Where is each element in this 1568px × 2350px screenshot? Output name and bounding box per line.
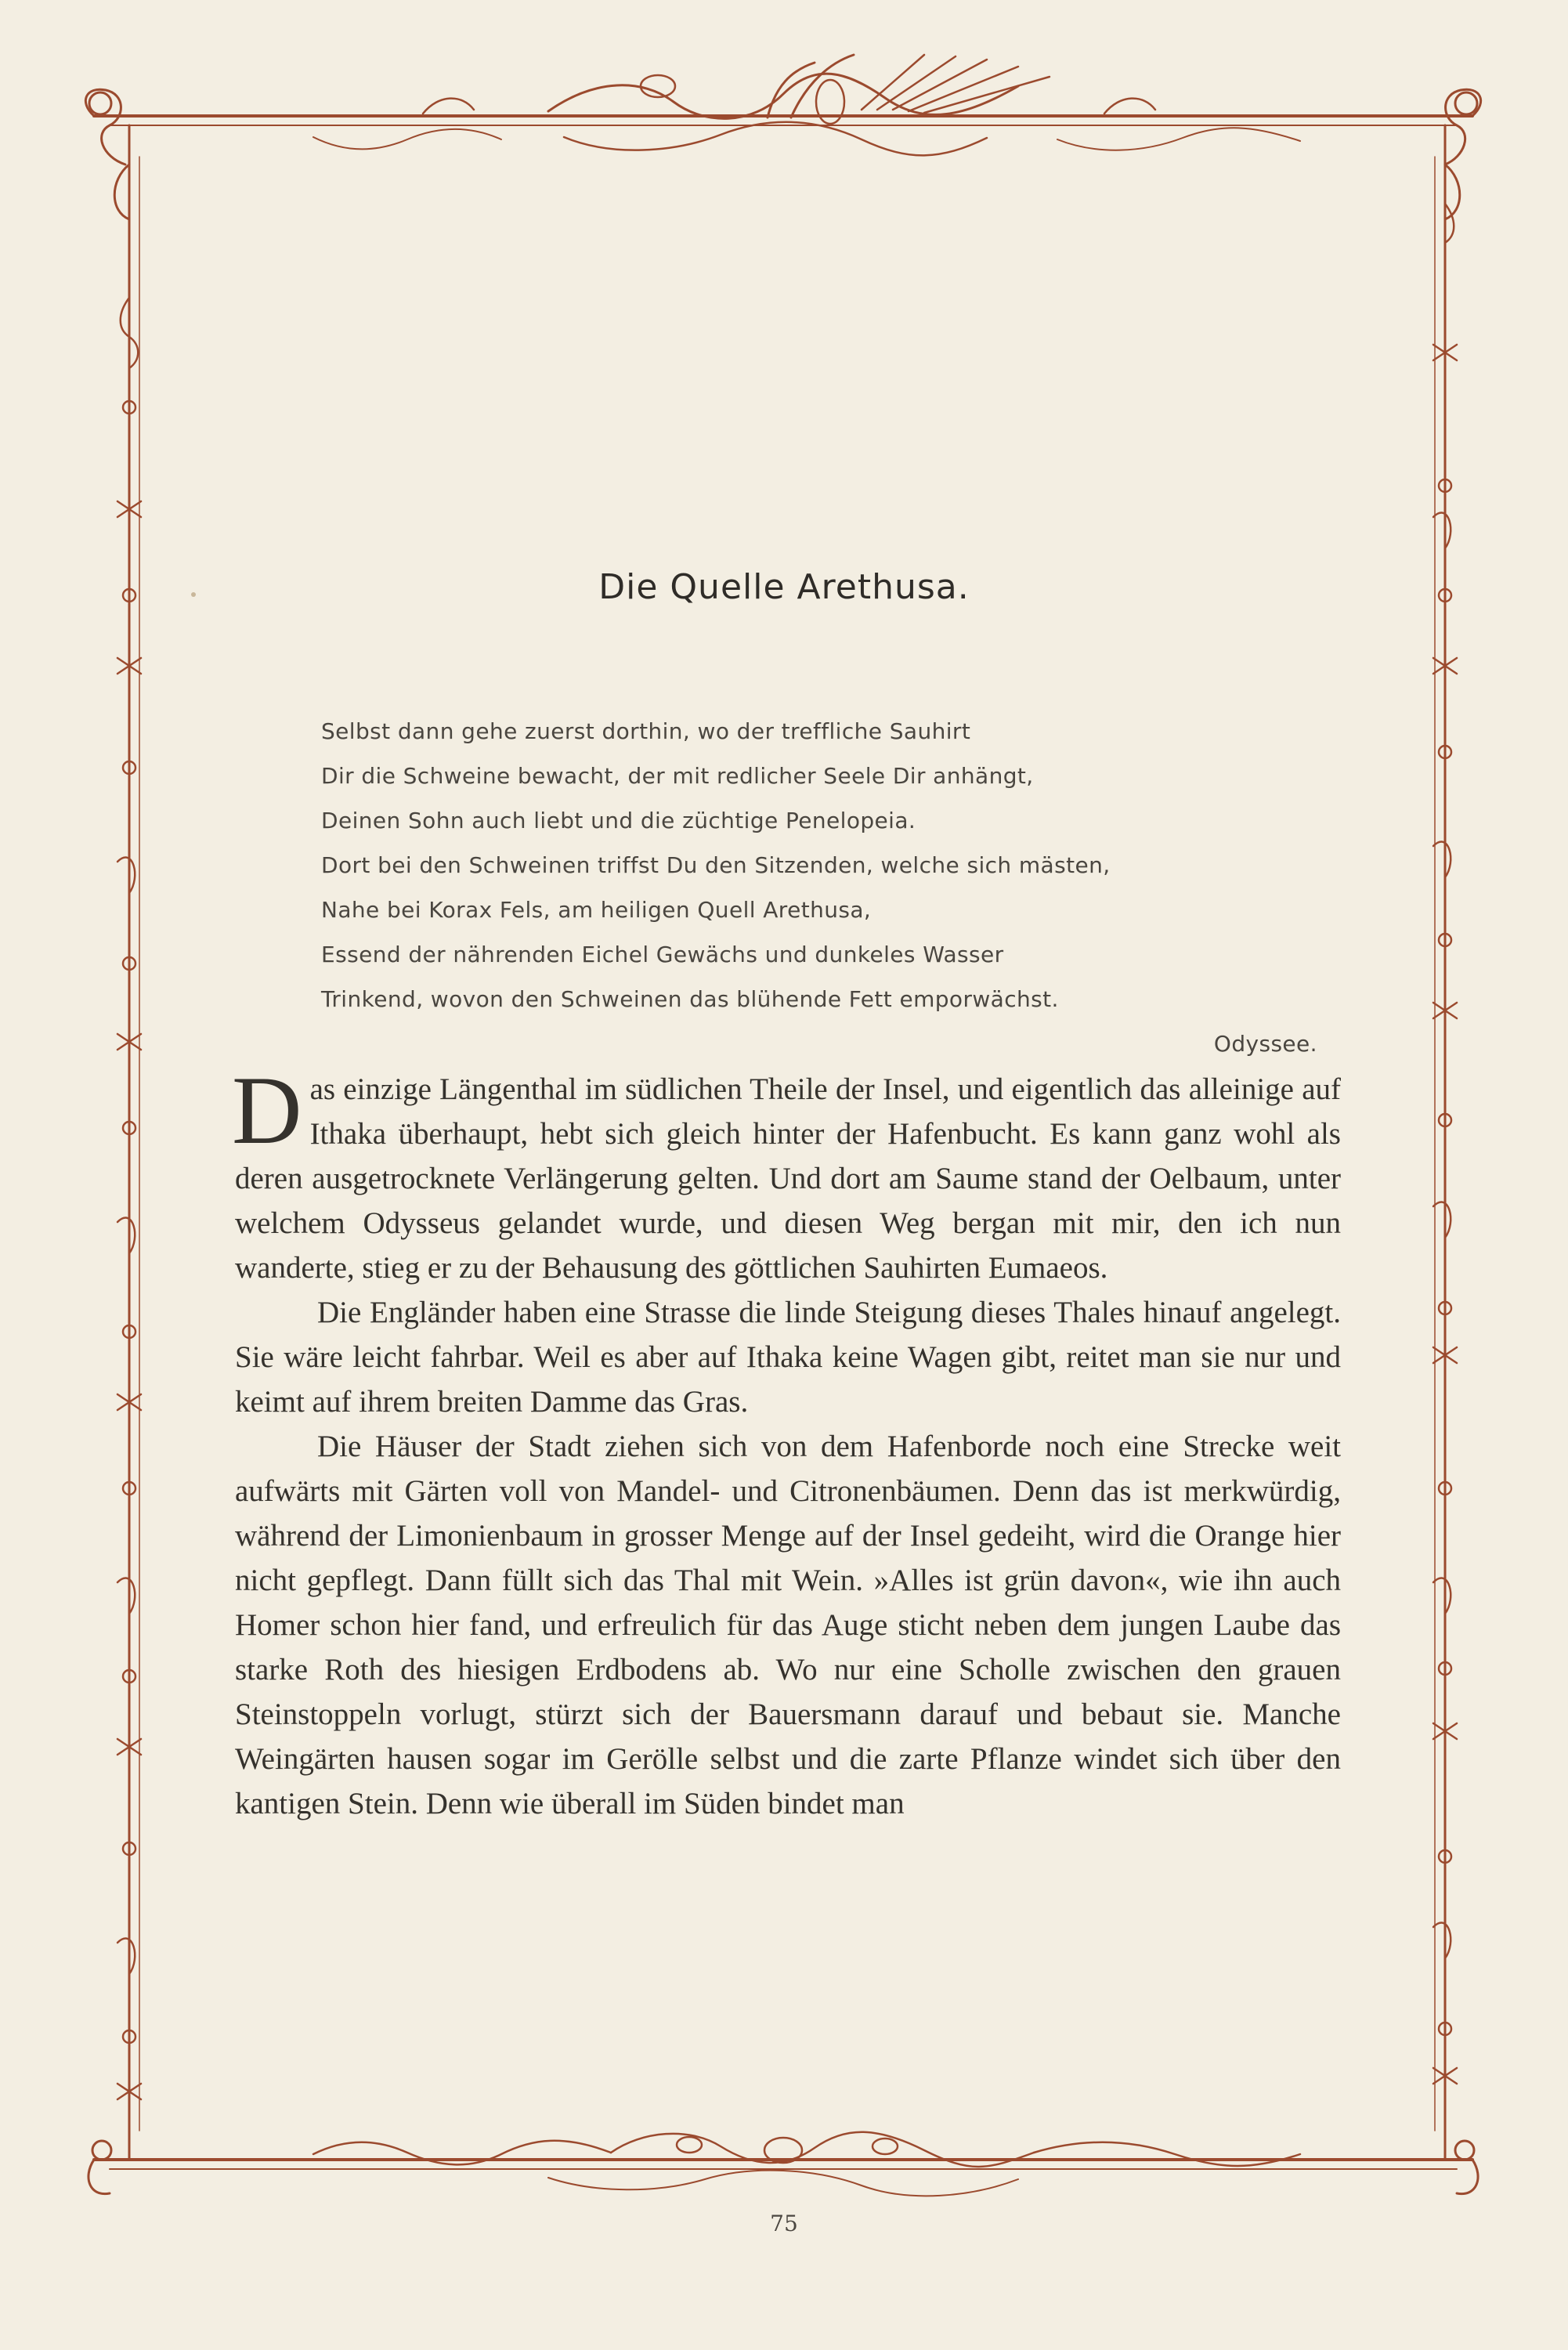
motto-quote (321, 709, 1324, 1066)
body-text (232, 1057, 1341, 1826)
motto-line: Dort bei den Schweinen triffst Du den Sitzenden, welche sich mästen, (321, 852, 1111, 878)
motto-line: Deinen Sohn auch liebt und die züchtige Penelopeia. (321, 808, 916, 833)
motto-line: Dir die Schweine bewacht, der mit redlicher Seele Dir anhängt, (321, 763, 1034, 789)
motto-line: Trinkend, wovon den Schweinen das blühende Fett emporwächst. (321, 986, 1059, 1012)
paragraph: Die Häuser der Stadt ziehen sich von dem Hafenborde noch eine Strecke weit aufwärts mit Gärten voll von Mandel- und Citronenbäumen. Denn das ist merkwürdig, während der Limonienbaum in grosser Menge auf der Insel gedeiht, wird die Orange hier nicht gepflegt. Dann füllt sich das Thal mit Wein. »Alles ist grün davon«, wie ihn auch Homer schon hier fand, und erfreulich für das Auge sticht neben dem jungen Laube das starke Roth des hiesigen Erdbodens ab. Wo nur eine Scholle zwischen den grauen Steinstoppeln vorlugt, stürzt sich der Bauersmann darauf und bebaut sie. Manche Weingärten hausen sogar im Gerölle selbst und die zarte Pflanze windet sich über den kantigen Stein. Denn wie überall im Süden bindet man (235, 1430, 1341, 1820)
motto-line: Nahe bei Korax Fels, am heiligen Quell Arethusa, (321, 897, 872, 923)
chapter-title: Die Quelle Arethusa. (598, 567, 970, 607)
motto-source: Odyssee. (1213, 1031, 1317, 1057)
paragraph-text: as einzige Längenthal im südlichen Theile der Insel, und eigentlich das alleinige auf Ithaka überhaupt, hebt sich gleich hinter der Hafenbucht. Es kann ganz wohl als deren ausgetrocknete Verlängerung gelten. Und dort am Saume stand der Oelbaum, unter welchem Odysseus gelandet wurde, und diesen Weg bergan mit mir, den ich nun wanderte, stieg er zu der Behausung des göttlichen Sauhirten Eumaeos. (235, 1072, 1341, 1285)
motto-line: Selbst dann gehe zuerst dorthin, wo der treffliche Sauhirt (321, 718, 971, 744)
page-number: 75 (770, 2211, 798, 2236)
drop-cap: D (232, 1057, 302, 1164)
paragraph (232, 1057, 1341, 1290)
motto-line: Essend der nährenden Eichel Gewächs und dunkeles Wasser (321, 942, 1004, 967)
paragraph: Die Engländer haben eine Strasse die linde Steigung dieses Thales hinauf angelegt. Sie wäre leicht fahrbar. Weil es aber auf Ithaka keine Wagen gibt, reitet man sie nur und keimt auf ihrem breiten Damme das Gras. (235, 1296, 1341, 1419)
